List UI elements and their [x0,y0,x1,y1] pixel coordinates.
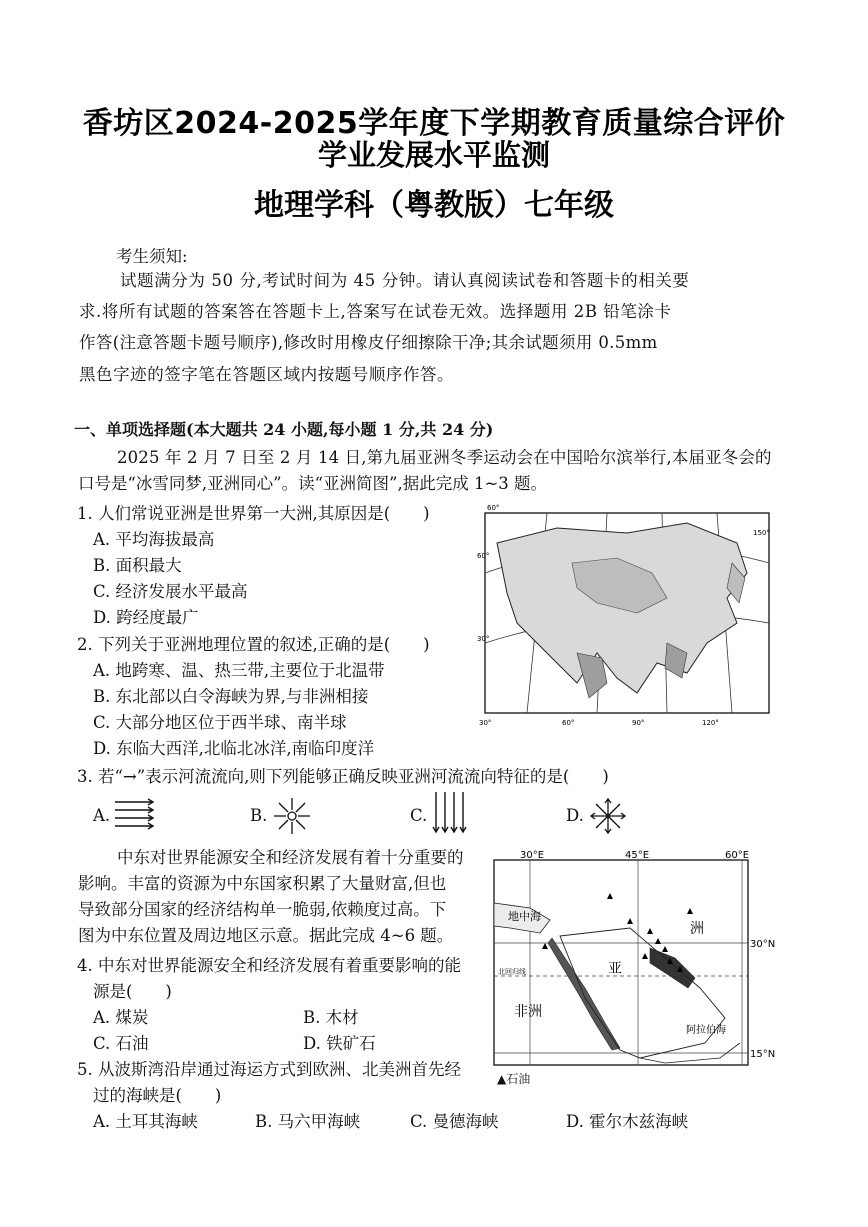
question-3-option-c[interactable]: C. [410,806,428,825]
asia-map [477,503,771,728]
subject-title: 地理学科（粤教版）七年级 [254,188,614,223]
question-intro: 影响。丰富的资源为中东国家积累了大量财富,但也 [78,874,447,893]
notice-heading: 考生须知: [116,247,188,266]
mideast-map-lat-label: 30°N [750,939,776,950]
question-3-option-d[interactable]: D. [566,806,584,825]
asia-map-lon-label: 90° [632,719,645,727]
question-2-option-a[interactable]: A. 地跨寒、温、热三带,主要位于北温带 [93,661,385,680]
exam-title: 香坊区2024-2025学年度下学期教育质量综合评价 [82,106,786,141]
question-3-stem: 3. 若“→”表示河流流向,则下列能够正确反映亚洲河流流向特征的是( ) [77,767,609,786]
question-1-option-d[interactable]: D. 跨经度最广 [93,608,199,627]
question-5-option-c[interactable]: C. 曼德海峡 [410,1112,499,1131]
inward-arrows-icon [272,796,312,836]
mideast-map-lon-label: 30°E [520,850,545,861]
question-4-option-a[interactable]: A. 煤炭 [93,1008,149,1027]
asia-map-lat-label: 150° [753,529,770,537]
question-2-option-c[interactable]: C. 大部分地区位于西半球、南半球 [93,713,347,732]
question-1-option-b[interactable]: B. 面积最大 [93,556,182,575]
question-3-option-a[interactable]: A. [93,806,111,825]
parallel-arrows-icon [113,798,159,832]
question-intro: 导致部分国家的经济结构单一脆弱,依赖度过高。下 [78,900,447,919]
question-1-option-c[interactable]: C. 经济发展水平最高 [93,582,248,601]
question-4-option-b[interactable]: B. 木材 [303,1008,359,1027]
asia-map-lat-label: 60° [477,552,490,560]
question-4-stem: 4. 中东对世界能源安全和经济发展有着重要影响的能 [77,956,461,975]
downward-arrows-icon [430,790,474,838]
notice-line: 作答(注意答题卡题号顺序),修改时用橡皮仔细擦除干净;其余试题须用 0.5mm [79,333,658,352]
notice-line: 试题满分为 50 分,考试时间为 45 分钟。请认真阅读试卷和答题卡的相关要 [120,271,690,290]
map-legend-oil: ▲石油 [497,1072,531,1086]
mideast-map-region-label: 亚 [608,961,622,977]
mideast-map-region-label: 洲 [690,921,704,937]
mideast-map-lat-label: 15°N [750,1049,776,1060]
question-3-option-b[interactable]: B. [250,806,268,825]
question-intro: 图为中东位置及周边地区示意。据此完成 4~6 题。 [78,926,454,945]
mideast-map-region-label: 地中海 [508,910,541,923]
section-heading: 一、单项选择题(本大题共 24 小题,每小题 1 分,共 24 分) [74,420,494,439]
question-5-option-a[interactable]: A. 土耳其海峡 [93,1112,198,1131]
question-intro: 口号是“冰雪同梦,亚洲同心”。读“亚洲简图”,据此完成 1~3 题。 [78,474,548,493]
question-4-option-c[interactable]: C. 石油 [93,1034,149,1053]
mideast-map-region-label: 非洲 [514,1004,542,1020]
question-2-option-d[interactable]: D. 东临大西洋,北临北冰洋,南临印度洋 [93,739,375,758]
mideast-map-region-label: 北回归线 [498,968,526,976]
question-5-stem: 5. 从波斯湾沿岸通过海运方式到欧洲、北美洲首先经 [77,1060,461,1079]
question-5-stem-cont: 过的海峡是( ) [93,1086,222,1105]
mideast-map-lon-label: 60°E [725,850,750,861]
middle-east-map [490,848,776,1080]
asia-map-lon-label: 120° [702,719,719,727]
question-4-stem-cont: 源是( ) [93,982,172,1001]
exam-subtitle: 学业发展水平监测 [317,138,550,172]
mideast-map-lon-label: 45°E [625,850,650,861]
asia-map-lon-label: 30° [479,719,492,727]
asia-map-lon-label: 60° [562,719,575,727]
question-intro: 中东对世界能源安全和经济发展有着十分重要的 [117,848,464,867]
question-1-stem: 1. 人们常说亚洲是世界第一大洲,其原因是( ) [77,504,430,523]
asia-map-lon-label: 60° [487,504,500,512]
mideast-map-region-label: 阿拉伯海 [686,1025,726,1036]
question-intro: 2025 年 2 月 7 日至 2 月 14 日,第九届亚洲冬季运动会在中国哈尔滨举行,本届亚冬会的 [117,448,772,467]
outward-arrows-icon [588,796,628,836]
question-1-option-a[interactable]: A. 平均海拔最高 [93,530,215,549]
notice-line: 黑色字迹的签字笔在答题区域内按题号顺序作答。 [79,365,455,384]
question-5-option-d[interactable]: D. 霍尔木兹海峡 [566,1112,689,1131]
question-2-option-b[interactable]: B. 东北部以白令海峡为界,与非洲相接 [93,687,369,706]
question-4-option-d[interactable]: D. 铁矿石 [303,1034,376,1053]
asia-map-lat-label: 30° [477,635,490,643]
question-2-stem: 2. 下列关于亚洲地理位置的叙述,正确的是( ) [77,635,430,654]
notice-line: 求.将所有试题的答案答在答题卡上,答案写在试卷无效。选择题用 2B 铅笔涂卡 [79,302,672,321]
question-5-option-b[interactable]: B. 马六甲海峡 [255,1112,361,1131]
